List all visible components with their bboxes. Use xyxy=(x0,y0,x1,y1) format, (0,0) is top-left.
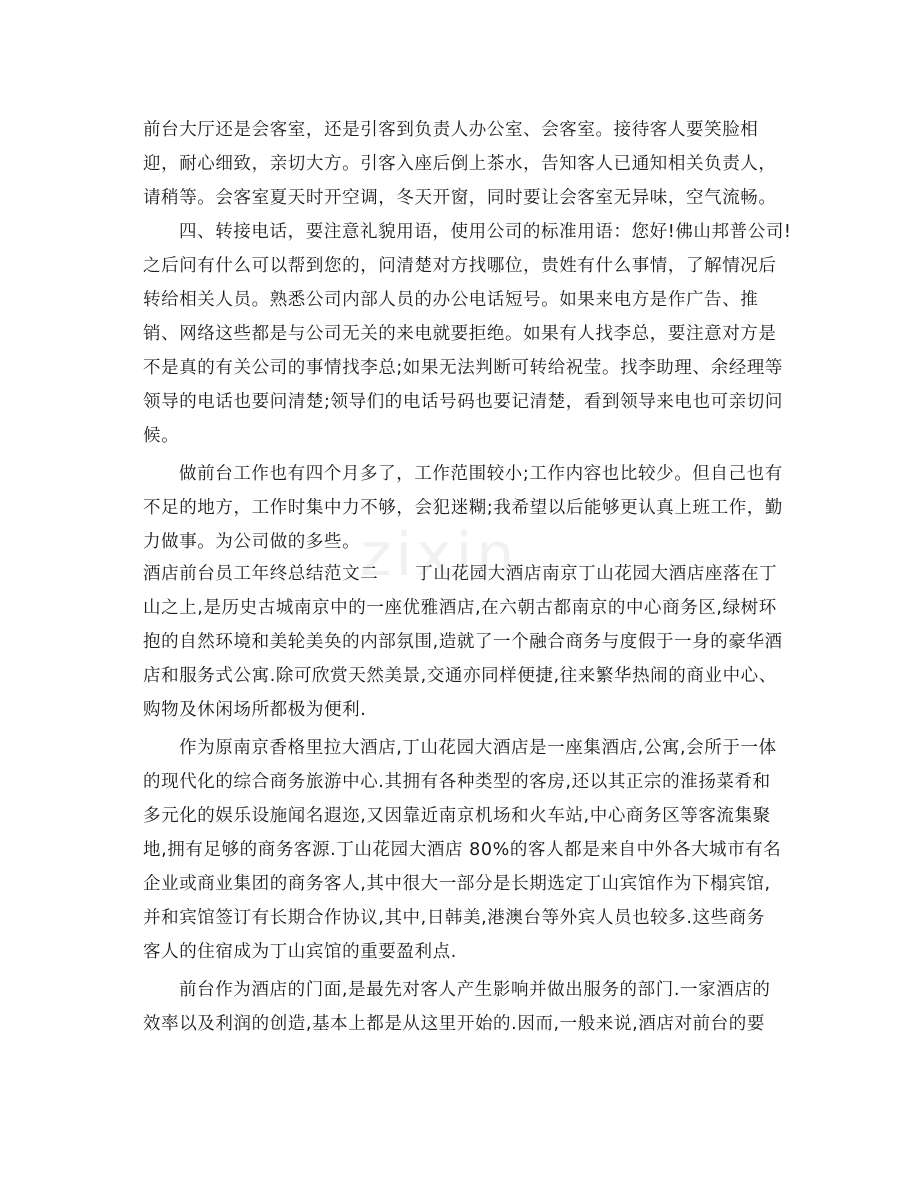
paragraph-line: 山之上,是历史古城南京中的一座优雅酒店,在六朝古都南京的中心商务区,绿树环 xyxy=(143,598,777,618)
paragraph-line: 领导的电话也要问清楚;领导们的电话号码也要记清楚，看到领导来电也可亲切问 xyxy=(143,392,783,412)
paragraph-line: 迎，耐心细致，亲切大方。引客入座后倒上茶水，告知客人已通知相关负责人， xyxy=(143,154,777,174)
paragraph-line: 抱的自然环境和美轮美奂的内部氛围,造就了一个融合商务与度假于一身的豪华酒 xyxy=(143,632,783,652)
paragraph-line: 多元化的娱乐设施闻名遐迩,又因靠近南京机场和火车站,中心商务区等客流集聚 xyxy=(143,806,771,826)
paragraph-line: 店和服务式公寓.除可欣赏天然美景,交通亦同样便捷,往来繁华热闹的商业中心、 xyxy=(143,666,777,686)
paragraph-line: 之后问有什么可以帮到您的，问清楚对方找哪位，贵姓有什么事情，了解情况后 xyxy=(143,256,777,276)
paragraph-line: 做前台工作也有四个月多了，工作范围较小;工作内容也比较少。但自己也有 xyxy=(179,464,783,484)
paragraph-line: 四、转接电话，要注意礼貌用语，使用公司的标准用语：您好!佛山邦普公司! xyxy=(179,222,792,242)
paragraph-line: 候。 xyxy=(143,426,180,446)
paragraph-line: 力做事。为公司做的多些。 xyxy=(143,532,361,552)
paragraph-line: 请稍等。会客室夏天时开空调，冬天开窗，同时要让会客室无异味，空气流畅。 xyxy=(143,188,777,208)
paragraph-line: 前台作为酒店的门面,是最先对客人产生影响并做出服务的部门.一家酒店的 xyxy=(179,980,771,1000)
paragraph-line: 购物及休闲场所都极为便利. xyxy=(143,700,367,720)
paragraph-line: 的现代化的综合商务旅游中心.其拥有各种类型的客房,还以其正宗的淮扬菜肴和 xyxy=(143,772,771,792)
paragraph-line: 转给相关人员。熟悉公司内部人员的办公电话短号。如果来电方是作广告、推 xyxy=(143,290,759,310)
paragraph-line: 不是真的有关公司的事情找李总;如果无法判断可转给祝莹。找李助理、余经理等 xyxy=(143,358,783,378)
paragraph-line: 企业或商业集团的商务客人,其中很大一部分是长期选定丁山宾馆作为下榻宾馆, xyxy=(143,874,771,894)
watermark: zixin xyxy=(360,520,519,590)
paragraph-line: 客人的住宿成为丁山宾馆的重要盈利点. xyxy=(143,942,457,962)
paragraph-line: 并和宾馆签订有长期合作协议,其中,日韩美,港澳台等外宾人员也较多.这些商务 xyxy=(143,908,765,928)
section-title-line: 酒店前台员工年终总结范文二 丁山花园大酒店南京丁山花园大酒店座落在丁 xyxy=(143,564,778,584)
paragraph-line: 不足的地方，工作时集中力不够，会犯迷糊;我希望以后能够更认真上班工作，勤 xyxy=(143,498,783,518)
paragraph-line: 地,拥有足够的商务客源.丁山花园大酒店 80%的客人都是来自中外各大城市有名 xyxy=(143,840,782,860)
paragraph-line: 前台大厅还是会客室，还是引客到负责人办公室、会客室。接待客人要笑脸相 xyxy=(143,120,759,140)
document-body xyxy=(143,114,792,1040)
paragraph-line: 销、网络这些都是与公司无关的来电就要拒绝。如果有人找李总，要注意对方是 xyxy=(143,324,777,344)
paragraph-line: 作为原南京香格里拉大酒店,丁山花园大酒店是一座集酒店,公寓,会所于一体 xyxy=(179,738,777,758)
paragraph-line: 效率以及利润的创造,基本上都是从这里开始的.因而,一般来说,酒店对前台的要 xyxy=(143,1014,765,1034)
